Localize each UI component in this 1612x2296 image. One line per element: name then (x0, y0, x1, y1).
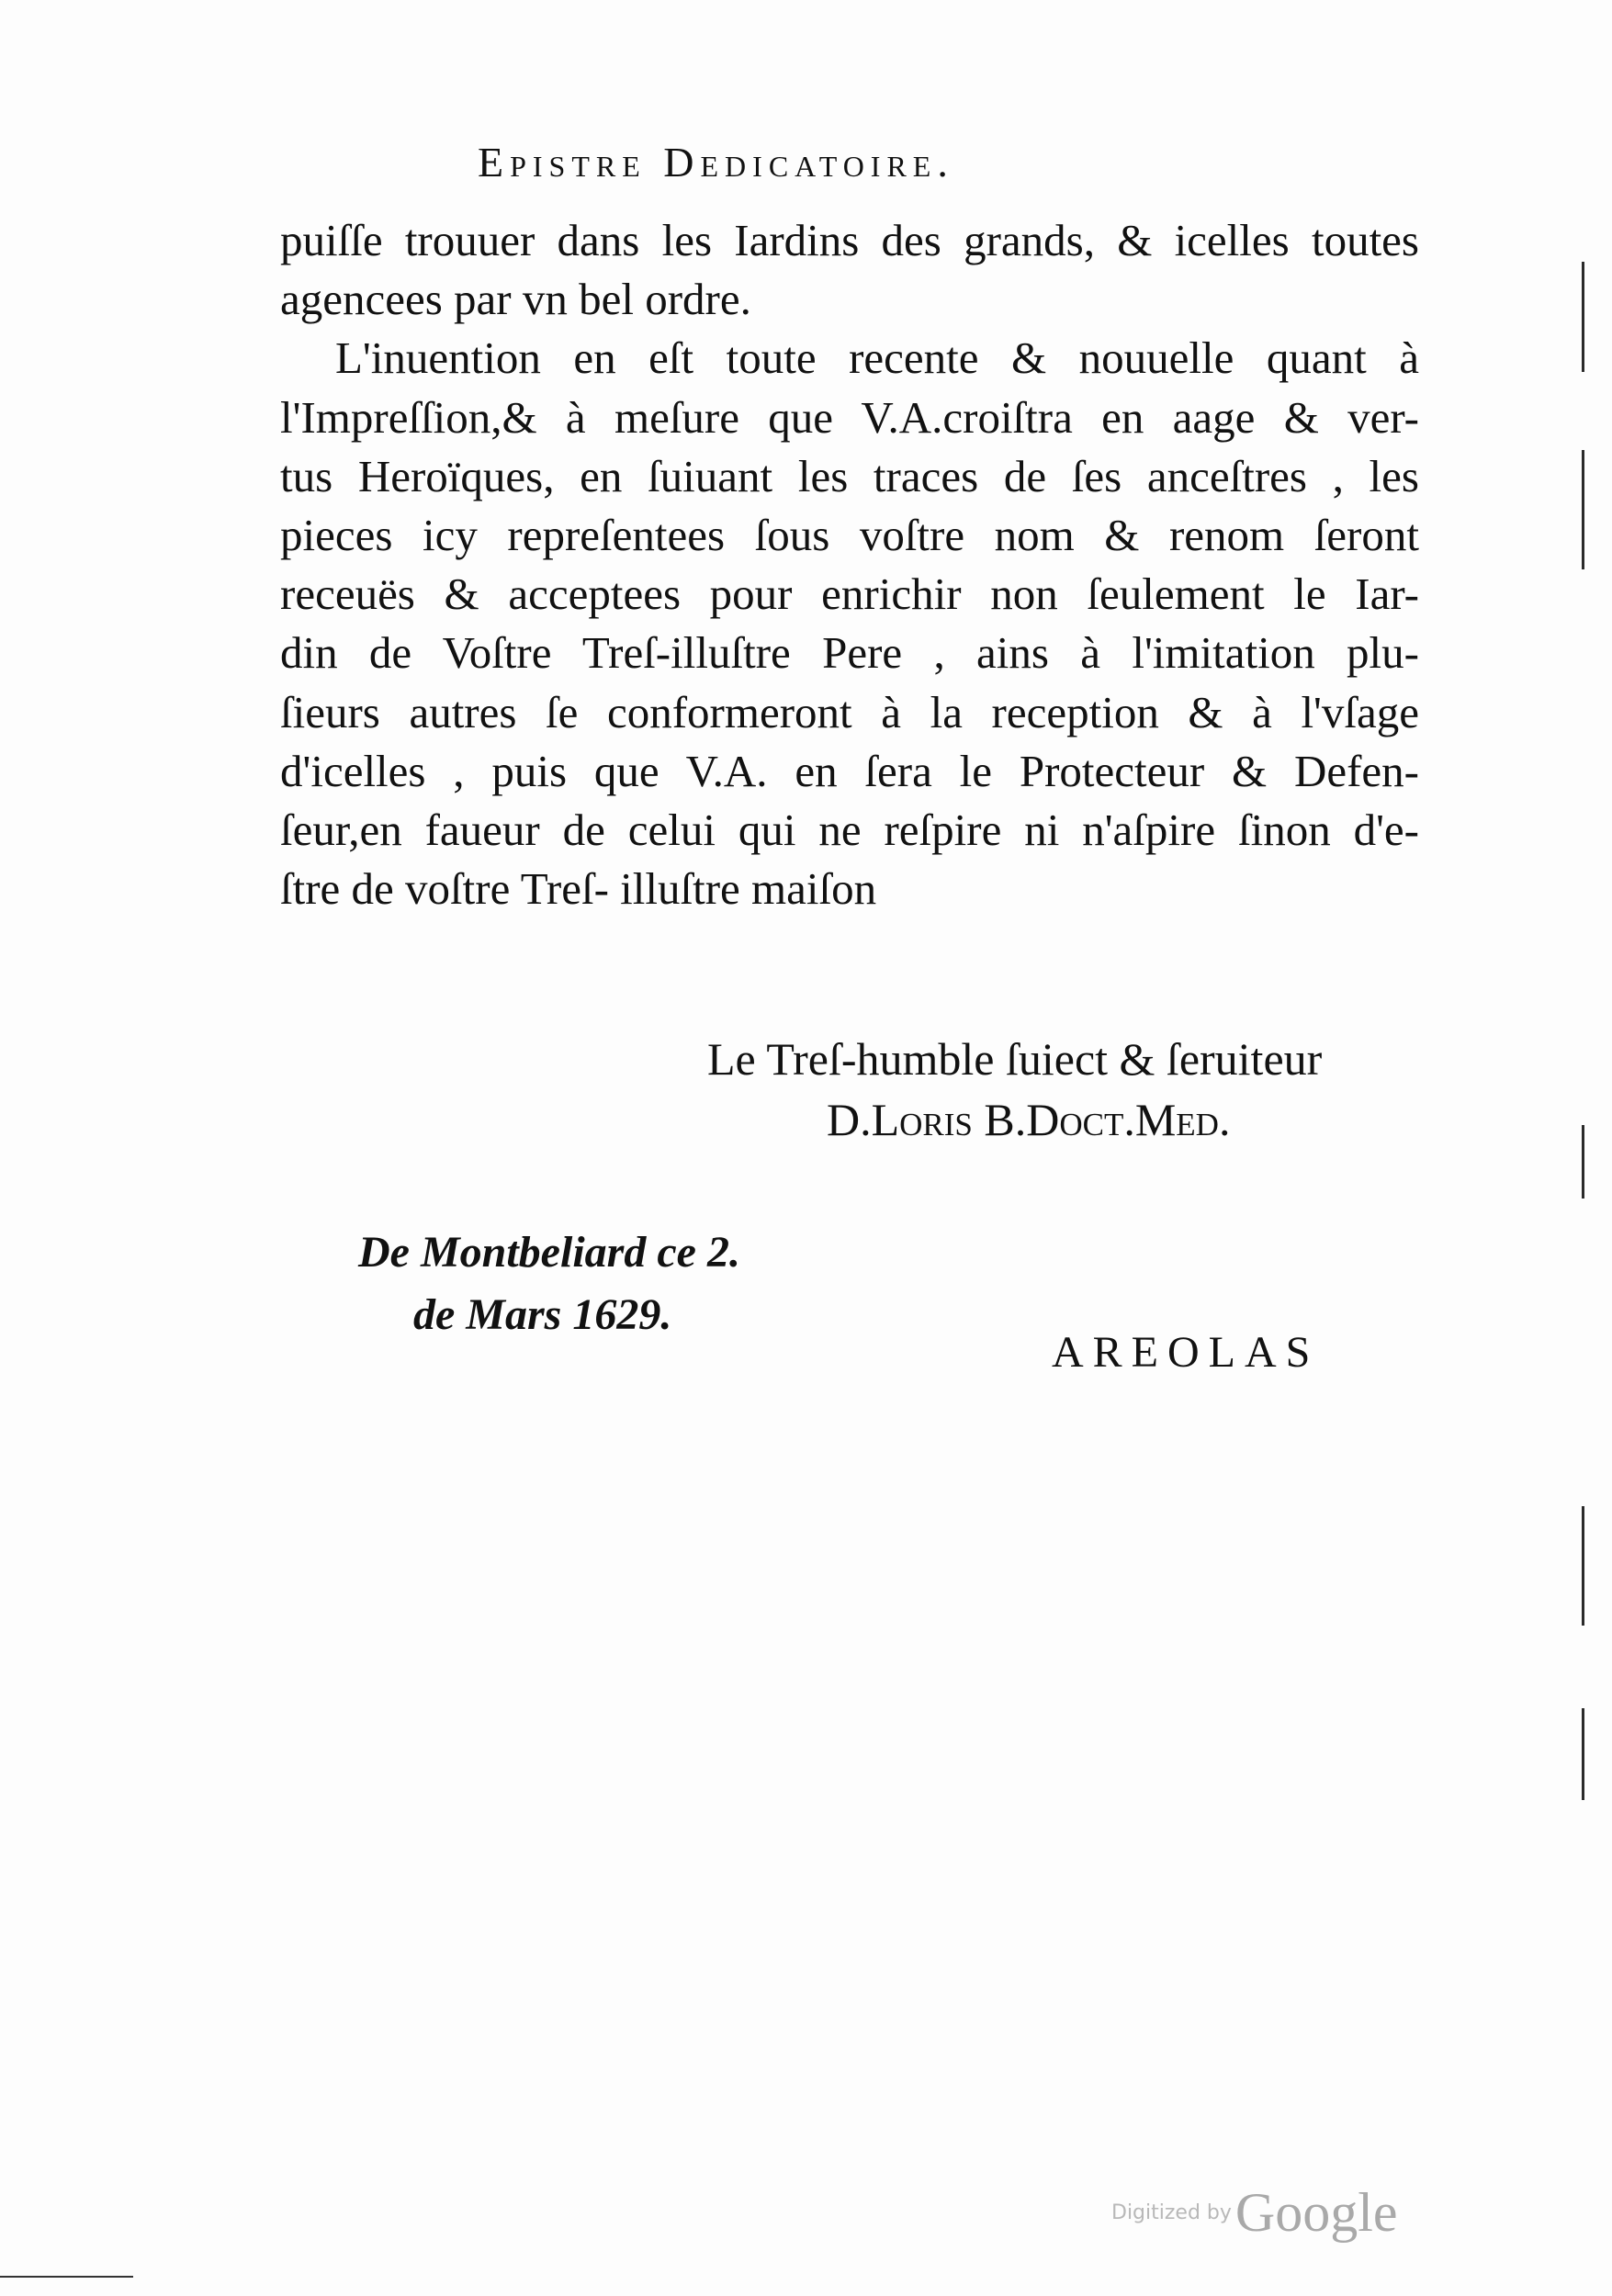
closing-word: AREOLAS (1052, 1328, 1320, 1377)
body-line-5: tus Heroïques, en ſuiuant les traces de ſes anceſtres , les (280, 450, 1419, 501)
body-line-7: receuës & acceptees pour enrichir non ſeulement le Iar- (280, 568, 1419, 620)
body-line-11: ſeur,en faueur de celui qui ne reſpire ni n'aſpire ſinon d'e- (280, 805, 1419, 856)
running-head: Epistre Dedicatoire. (478, 139, 954, 186)
body-line-9: ſieurs autres ſe conformeront à la reception & à l'vſage (280, 686, 1419, 737)
dedication-body (280, 211, 1419, 918)
digitizer-brand: Google (1234, 2182, 1398, 2243)
body-line-1: puiſſe trouuer dans les Iardins des grands, & icelles toutes (280, 215, 1419, 265)
body-line-10: d'icelles , puis que V.A. en ſera le Protecteur & Defen- (280, 745, 1419, 796)
scan-edge-mark (1582, 1506, 1584, 1626)
dateline (358, 1221, 836, 1346)
body-line-3: L'inuention en eſt toute recente & nouuelle quant à (335, 332, 1419, 384)
scan-edge-mark (1582, 450, 1584, 569)
dateline-place: De Montbeliard ce 2. (358, 1228, 740, 1277)
signature-line: Le Treſ-humble ſuiect & ſeruiteur (707, 1033, 1323, 1085)
signature-block (707, 1029, 1405, 1150)
dateline-date: de Mars 1629. (413, 1290, 672, 1339)
digitizer-prefix: Digitized by (1111, 2201, 1232, 2224)
body-line-8: din de Voſtre Treſ-illuſtre Pere , ains à l'imitation plu- (280, 627, 1419, 679)
scan-edge-mark (0, 2276, 133, 2278)
body-line-6: pieces icy repreſentees ſous voſtre nom & renom ſeront (280, 510, 1419, 561)
scan-edge-mark (1582, 1708, 1584, 1800)
scan-edge-mark (1582, 262, 1584, 372)
body-line-12: ſtre de voſtre Treſ- illuſtre maiſon (280, 863, 877, 915)
body-line-2: agencees par vn bel ordre. (280, 274, 751, 325)
scan-edge-mark (1582, 1125, 1584, 1199)
body-line-4: l'Impreſſion,& à meſure que V.A.croiſtra en aage & ver- (280, 391, 1419, 443)
signature-name: D.Loris B.Doct.Med. (827, 1094, 1231, 1145)
digitizer-watermark (1111, 2181, 1398, 2245)
